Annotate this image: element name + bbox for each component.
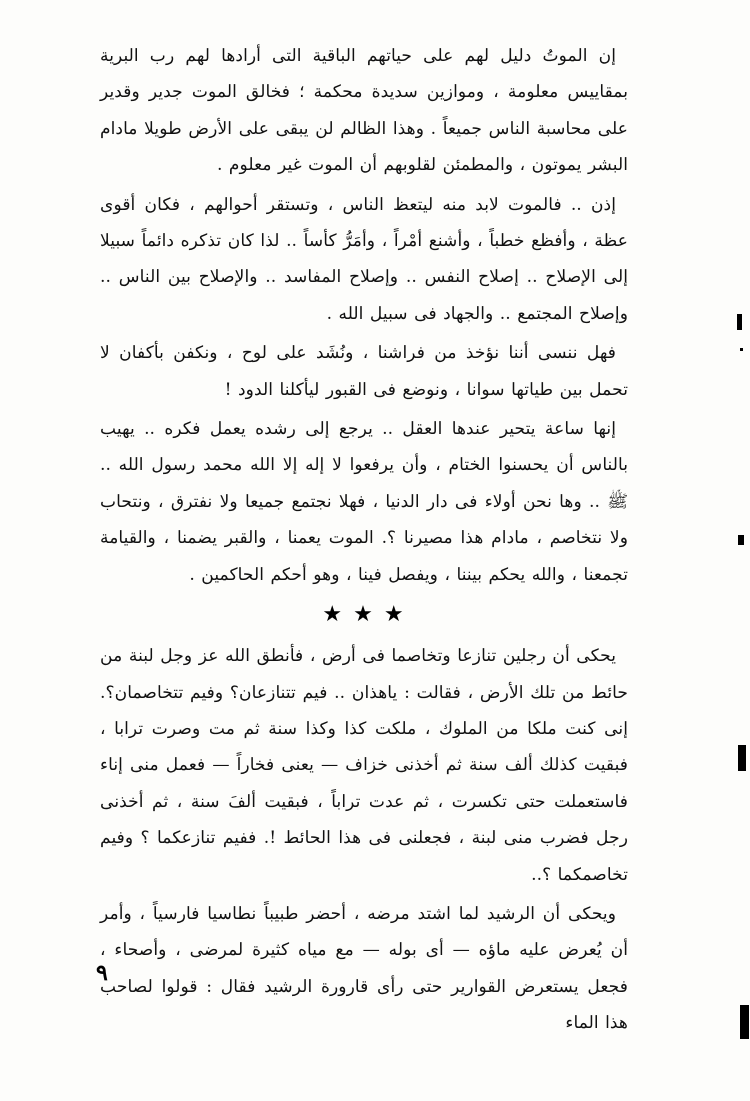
- paragraph-shroud: فهل ننسى أننا نؤخذ من فراشنا ، ونُشَد على لوح ، ونكفن بأكفان لا تحمل بين طياتها سوانا ، ونوضع فى القبور ليأكلنا الدود !: [100, 343, 628, 400]
- paragraph-death-lesson: إذن .. فالموت لابد منه ليتعظ الناس ، وتستقر أحوالهم ، فكان أقوى عظة ، وأفظع خطباً ، وأشنع أمْراً ، وأمَرُّ كأساً .. لذا كان تذكره دائماً سبيلا إلى الإصلاح .. إصلاح النفس .. وإصلاح المفاسد .. والإصلاح بين الناس .. وإصلاح المجتمع .. والجهاد فى سبيل الله .: [100, 194, 628, 324]
- paragraph-death-evidence: إن الموتُ دليل لهم على حياتهم الباقية التى أرادها لهم رب البرية بمقاييس معلومة ، وموازين سديدة محكمة ؛ فخالق الموت جدير وقدير على محاسبة الناس جميعاً . وهذا الظالم لن يبقى على الأرض طويلا مادام البشر يموتون ، والمطمئن لقلوبهم أن الموت غير معلوم .: [100, 46, 628, 176]
- page-number: ٩: [96, 960, 108, 986]
- paragraph-brick-story: يحكى أن رجلين تنازعا وتخاصما فى أرض ، فأنطق الله عز وجل لبنة من حائط من تلك الأرض ، فقالت : ياهذان .. فيم تتنازعان؟ وفيم تتخاصمان؟. إنى كنت ملكا من الملوك ، ملكت كذا وكذا سنة ثم مت وصرت ترابا ، فبقيت كذلك ألف سنة ثم أخذنى خزاف — يعنى فخاراً — فعمل منى إناء فاستعملت حتى تكسرت ، ثم عدت تراباً ، فبقيت ألفَ سنة ، ثم أخذنى رجل فضرب منى لبنة ، فجعلنى فى هذا الحائط !. ففيم تنازعكما ؟ وفيم تخاصمكما ؟..: [100, 646, 628, 885]
- separator-stars: ★ ★ ★: [322, 602, 406, 628]
- scan-mark-right-4: [738, 745, 746, 771]
- scan-mark-right-2: [740, 348, 743, 351]
- paragraph-rashid-story: ويحكى أن الرشيد لما اشتد مرضه ، أحضر طبيباً نطاسيا فارسياً ، وأمر أن يُعرض عليه ماؤه — أى بوله — مع مياه كثيرة لمرضى ، وأصحاء ، فجعل يستعرض القوارير حتى رأى قارورة الرشيد فقال : قولوا لصاحب هذا الماء: [100, 903, 628, 1034]
- scan-mark-right-5: [740, 1005, 749, 1039]
- section-separator: [100, 596, 628, 634]
- paragraph-hour-of-reason: إنها ساعة يتحير عندها العقل .. يرجع إلى رشده يعمل فكره .. يهيب بالناس أن يحسنوا الختام ، وأن يرفعوا لا إله إلا الله محمد رسول الله .. ﷺ .. وها نحن أولاء فى دار الدنيا ، فهلا نجتمع جميعا ولا نفترق ، ونتحاب ولا نتخاصم ، مادام هذا مصيرنا ؟. الموت يعمنا ، والقبر يضمنا ، والقيامة تجمعنا ، والله يحكم بيننا ، ويفصل فينا ، وهو أحكم الحاكمين .: [100, 419, 628, 585]
- scan-mark-right-3: [738, 535, 744, 545]
- scan-mark-right-1: [737, 314, 742, 330]
- text-column: [100, 38, 628, 1045]
